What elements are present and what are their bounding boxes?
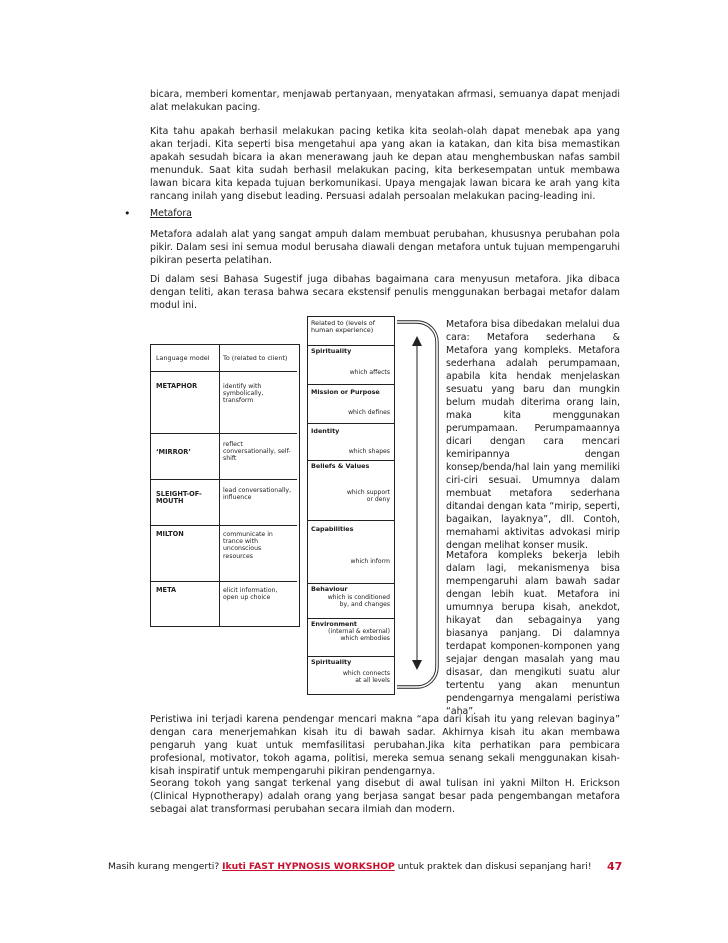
- bullet-icon: •: [124, 207, 131, 220]
- level-label: Capabilities: [311, 525, 354, 533]
- level-label: Spirituality: [311, 658, 352, 666]
- model-description: reflect conversationally, self-shift: [223, 441, 291, 463]
- model-name: SLEIGHT-OF-MOUTH: [156, 490, 202, 506]
- model-description: lead conversationally, influence: [223, 487, 292, 502]
- model-name: META: [156, 586, 177, 594]
- levels-table: [307, 316, 395, 695]
- header-related-to-client: To (related to client): [223, 354, 288, 362]
- paragraph-pacing-leading: Kita tahu apakah berhasil melakukan pacing ketika kita seolah-olah dapat menebak apa yang akan terjadi. Kita seperti bisa mengetahui apa yang akan ia katakan, dan kita bisa memastikan apakah sesudah bicara ia akan menerawang jauh ke depan atau menghembuskan nafas sambil menunduk. Saat kita sudah berhasil melakukan pacing, kita berkesempatan untuk membawa lawan bicara kita kepada tujuan berkomunikasi. Upaya mengajak lawan bicara ke arah yang kita rancang inilah yang disebut leading. Persuasi adalah persoalan melakukan pacing-leading ini.: [150, 126, 620, 202]
- paragraph-milton-erickson: Seorang tokoh yang sangat terkenal yang disebut di awal tulisan ini yakni Milton H. Erickson (Clinical Hypnotherapy) adalah orang yang berjasa sangat besar pada pengembangan metafora sebagai alat transformasi perubahan secara ilmiah dan modern.: [150, 778, 620, 815]
- language-model-table: [150, 344, 300, 627]
- level-connector: which support or deny: [346, 489, 390, 504]
- model-name: MILTON: [156, 530, 184, 538]
- level-label: Environment: [311, 620, 357, 628]
- footer-promo-link[interactable]: Ikuti FAST HYPNOSIS WORKSHOP: [222, 861, 395, 872]
- page-number: 47: [607, 860, 623, 873]
- paragraph-pacing-tools: bicara, memberi komentar, menjawab pertanyaan, menyatakan afrmasi, semuanya dapat menjadi alat melakukan pacing.: [150, 89, 620, 113]
- header-language-model: Language model: [156, 354, 210, 362]
- section-title-metafora: Metafora: [150, 208, 192, 219]
- level-connector: which defines: [348, 409, 390, 416]
- model-name: METAPHOR: [156, 382, 198, 390]
- level-connector: which connects at all levels: [342, 670, 390, 685]
- footer-prefix: Masih kurang mengerti?: [108, 861, 220, 872]
- level-connector: which is conditioned by, and changes: [327, 594, 390, 609]
- paragraph-metafora-sederhana: Metafora bisa dibedakan melalui dua cara: Metafora sederhana & Metafora yang kompleks. Metafora sederhana adalah perumpamaan, apabila kita hendak menjelaskan sesuatu yang baru dan mungkin belum mudah diterima orang lain, maka kita menggunakan perumpamaan. Perumpamaannya dicari dengan cara mencari kemiripannya dengan konsep/benda/hal lain yang memiliki ciri-ciri sesuai. Umumnya dalam membuat metafora sederhana ditandai dengan kata “mirip, seperti, bagaikan, layaknya”, dll. Contoh, memahami aktivitas advokasi mirip dengan melihat konser musik.: [446, 319, 620, 551]
- levels-header: Related to (levels of human experience): [311, 319, 375, 335]
- paragraph-metafora-kompleks: Metafora kompleks bekerja lebih dalam lagi, mekanismenya bisa mempengaruhi alam bawah sadar dengan lebih kuat. Metafora ini umumnya berupa kisah, anekdot, hikayat dan sebagainya yang biasanya panjang. Di dalamnya terdapat komponen-komponen yang sejajar dengan masalah yang mau disasar, dan mengikuti suatu alur tertentu yang akan menuntun pendengarnya mengalami peristiwa “aha”.: [446, 550, 620, 717]
- level-connector: which inform: [350, 558, 390, 565]
- model-description: elicit information, open up choice: [223, 587, 278, 602]
- model-description: communicate in trance with unconscious resources: [223, 531, 273, 560]
- language-model-figure: [150, 316, 440, 694]
- level-label: Identity: [311, 427, 340, 435]
- footer-suffix: untuk praktek dan diskusi sepanjang hari!: [397, 861, 592, 872]
- level-label: Mission or Purpose: [311, 388, 380, 396]
- feedback-loop-arrow-icon: [393, 316, 441, 693]
- model-description: identify with symbolically, transform: [223, 383, 264, 405]
- model-name: ‘MIRROR’: [156, 448, 191, 456]
- level-connector: which shapes: [348, 448, 390, 455]
- level-label: Behaviour: [311, 585, 348, 593]
- level-label: Spirituality: [311, 347, 352, 355]
- paragraph-bahasa-sugestif: Di dalam sesi Bahasa Sugestif juga dibahas bagaimana cara menyusun metafora. Jika dibaca dengan teliti, akan terasa bahwa secara ekstensif penulis menggunakan berbagai metafor dalam modul ini.: [150, 274, 620, 311]
- paragraph-peristiwa-aha: Peristiwa ini terjadi karena pendengar mencari makna “apa dari kisah itu yang relevan baginya” dengan cara menerjemahkan kisah itu di bawah sadar. Akhirnya kisah itu akan membawa pengaruh yang kuat untuk memfasilitasi perubahan.Jika kita perhatikan para pembicara profesional, motivator, tokoh agama, politisi, mereka semua senang sekali menggunakan kisah-kisah inspiratif untuk mempengaruhi pikiran pendengarnya.: [150, 714, 620, 777]
- page-footer: [108, 861, 592, 873]
- level-connector: which affects: [349, 369, 390, 376]
- level-connector: (internal & external) which embodies: [328, 628, 390, 643]
- level-label: Beliefs & Values: [311, 462, 370, 470]
- paragraph-metafora-intro: Metafora adalah alat yang sangat ampuh dalam membuat perubahan, khususnya perubahan pola pikir. Dalam sesi ini semua modul berusaha diawali dengan metafora untuk tujuan mempengaruhi pikiran peserta pelatihan.: [150, 229, 620, 266]
